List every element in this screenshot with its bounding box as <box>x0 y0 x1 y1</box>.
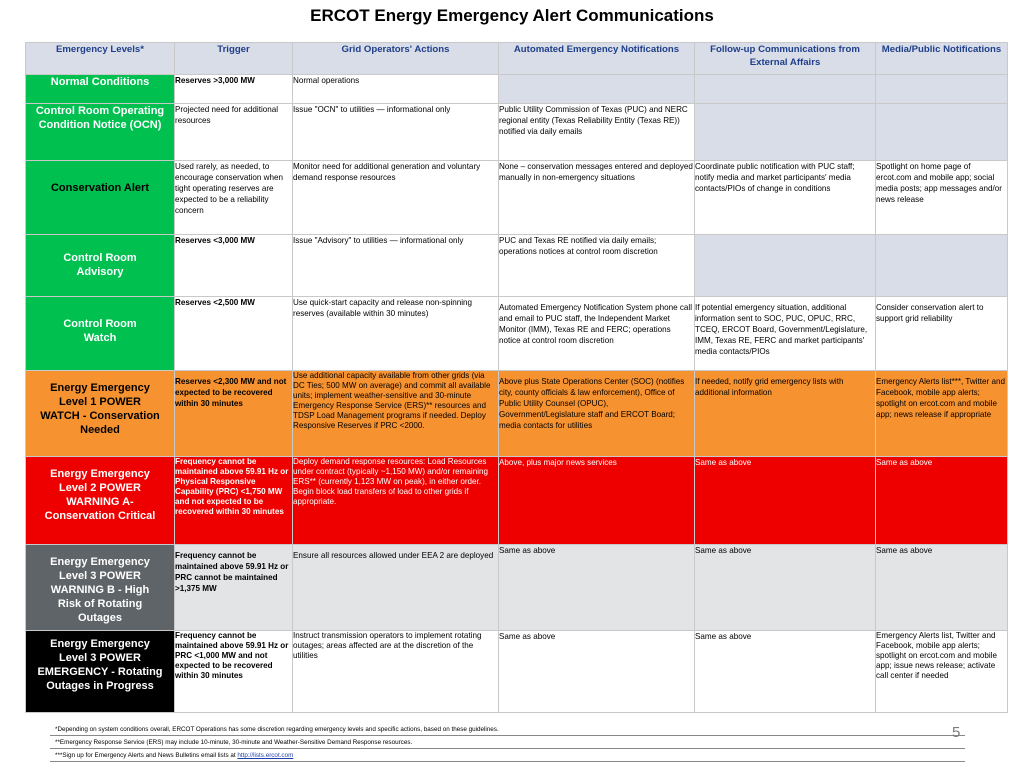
footnote-1: *Depending on system conditions overall, ERCOT Operations has some discretion regarding emergency levels and specific actions, based on these guidelines. <box>55 726 499 733</box>
page-number: 5 <box>952 724 961 741</box>
follow-cell <box>695 104 876 161</box>
actions-cell: Use additional capacity available from other grids (via DC Ties; 500 MW on average) and commit all available units; implement weather-sensitive and 30-minute Emergency Response Service (ERS)** resources and TDSP Load Management programs if needed. Deploy Responsive Reserves if PRC <2000. <box>293 371 499 457</box>
table-row <box>26 297 1008 371</box>
media-cell: Emergency Alerts list, Twitter and Facebook, mobile app alerts; spotlight on ercot.com and mobile app; issue news release; activate call center if needed <box>876 631 1008 713</box>
footnote-divider <box>50 735 965 736</box>
table-row <box>26 161 1008 235</box>
page-title: ERCOT Energy Emergency Alert Communications <box>310 6 714 25</box>
table-row <box>26 75 1008 104</box>
auto-cell: Same as above <box>499 545 695 631</box>
follow-cell <box>695 75 876 104</box>
auto-cell: Public Utility Commission of Texas (PUC) and NERC regional entity (Texas Reliability Entity (Texas RE)) notified via daily emails <box>499 104 695 161</box>
media-cell: Spotlight on home page of ercot.com and mobile app; social media posts; app messages and/or news release <box>876 161 1008 235</box>
table-row <box>26 545 1008 631</box>
header-automated-notifications: Automated Emergency Notifications <box>499 43 695 75</box>
trigger-cell: Reserves <3,000 MW <box>175 235 293 297</box>
follow-cell: Coordinate public notification with PUC staff; notify media and market participants' media contacts/PIOs of change in conditions <box>695 161 876 235</box>
actions-cell: Normal operations <box>293 75 499 104</box>
auto-cell: Same as above <box>499 631 695 713</box>
header-trigger: Trigger <box>175 43 293 75</box>
trigger-cell: Reserves <2,500 MW <box>175 297 293 371</box>
auto-cell: Automated Emergency Notification System phone call and email to PUC staff, the Independent Market Monitor (IMM), Texas RE and FERC; operations notice at control room discretion <box>499 297 695 371</box>
alert-table <box>25 42 1008 713</box>
follow-cell: Same as above <box>695 457 876 545</box>
media-cell <box>876 235 1008 297</box>
trigger-cell: Frequency cannot be maintained above 59.91 Hz or Physical Responsive Capability (PRC) <1,750 MW and not expected to be recovered within 30 minutes <box>175 457 293 545</box>
level-ocn: Control Room Operating Condition Notice (OCN) <box>26 104 175 161</box>
follow-cell: Same as above <box>695 631 876 713</box>
header-media-public-notifications: Media/Public Notifications <box>876 43 1008 75</box>
footnote-3-text: ***Sign up for Emergency Alerts and News Bulletins email lists at <box>55 752 238 759</box>
footnote-2: **Emergency Response Service (ERS) may include 10-minute, 30-minute and Weather-Sensitive Demand Response resources. <box>55 739 413 746</box>
table-row <box>26 631 1008 713</box>
media-cell <box>876 104 1008 161</box>
auto-cell: None – conservation messages entered and deployed manually in non-emergency situations <box>499 161 695 235</box>
actions-cell: Ensure all resources allowed under EEA 2 are deployed <box>293 545 499 631</box>
trigger-cell: Projected need for additional resources <box>175 104 293 161</box>
table-row <box>26 371 1008 457</box>
media-cell: Emergency Alerts list***, Twitter and Facebook, mobile app alerts; spotlight on ercot.com and mobile app; news release if appropriate <box>876 371 1008 457</box>
level-control-room-advisory: Control Room Advisory <box>26 235 175 297</box>
level-eea2-power-warning-a: Energy Emergency Level 2 POWER WARNING A- Conservation Critical <box>26 457 175 545</box>
auto-cell <box>499 75 695 104</box>
level-eea3-power-warning-b: Energy Emergency Level 3 POWER WARNING B - High Risk of Rotating Outages <box>26 545 175 631</box>
auto-cell: Above plus State Operations Center (SOC) (notifies city, county officials & law enforcement), Office of Public Utility Counsel (OPUC), Government/Legislature staff and ERCOT Board; media contacts for utilities <box>499 371 695 457</box>
header-follow-up-communications: Follow-up Communications from External Affairs <box>695 43 876 75</box>
auto-cell: PUC and Texas RE notified via daily emails; operations notices at control room discretion <box>499 235 695 297</box>
follow-cell: If needed, notify grid emergency lists with additional information <box>695 371 876 457</box>
media-cell: Consider conservation alert to support grid reliability <box>876 297 1008 371</box>
header-grid-operators-actions: Grid Operators' Actions <box>293 43 499 75</box>
footnote-divider <box>50 748 965 749</box>
level-normal-conditions: Normal Conditions <box>26 75 175 104</box>
actions-cell: Deploy demand response resources: Load Resources under contract (typically ~1,150 MW) and/or remaining ERS** (currently 1,123 MW on peak), in either order. Begin block load transfers of load to other grids if appropriate. <box>293 457 499 545</box>
trigger-cell: Used rarely, as needed, to encourage conservation when tight operating reserves are expected to be a reliability concern <box>175 161 293 235</box>
follow-cell <box>695 235 876 297</box>
footnote-divider <box>50 761 965 762</box>
actions-cell: Instruct transmission operators to implement rotating outages; areas affected are at the discretion of the utilities <box>293 631 499 713</box>
level-eea1-power-watch: Energy Emergency Level 1 POWER WATCH - Conservation Needed <box>26 371 175 457</box>
media-cell: Same as above <box>876 457 1008 545</box>
header-emergency-levels: Emergency Levels* <box>26 43 175 75</box>
actions-cell: Monitor need for additional generation and voluntary demand response resources <box>293 161 499 235</box>
actions-cell: Use quick-start capacity and release non-spinning reserves (available within 30 minutes) <box>293 297 499 371</box>
actions-cell: Issue "OCN" to utilities — informational only <box>293 104 499 161</box>
level-conservation-alert: Conservation Alert <box>26 161 175 235</box>
follow-cell: If potential emergency situation, additional information sent to SOC, PUC, OPUC, RRC, TCEQ, ERCOT Board, Government/Legislature, IMM, Texas RE, FERC and market participants' media contacts/PIOs <box>695 297 876 371</box>
table-row <box>26 457 1008 545</box>
level-control-room-watch: Control Room Watch <box>26 297 175 371</box>
follow-cell: Same as above <box>695 545 876 631</box>
media-cell: Same as above <box>876 545 1008 631</box>
table-row <box>26 104 1008 161</box>
ercot-lists-link[interactable]: http://lists.ercot.com <box>237 752 294 759</box>
media-cell <box>876 75 1008 104</box>
auto-cell: Above, plus major news services <box>499 457 695 545</box>
trigger-cell: Frequency cannot be maintained above 59.91 Hz or PRC cannot be maintained >1,375 MW <box>175 545 293 631</box>
trigger-cell: Frequency cannot be maintained above 59.91 Hz or PRC <1,000 MW and not expected to be recovered within 30 minutes <box>175 631 293 713</box>
actions-cell: Issue "Advisory" to utilities — informational only <box>293 235 499 297</box>
table-row <box>26 235 1008 297</box>
trigger-cell: Reserves <2,300 MW and not expected to be recovered within 30 minutes <box>175 371 293 457</box>
level-eea3-power-emergency: Energy Emergency Level 3 POWER EMERGENCY - Rotating Outages in Progress <box>26 631 175 713</box>
trigger-cell: Reserves >3,000 MW <box>175 75 293 104</box>
footnote-3 <box>55 752 293 760</box>
